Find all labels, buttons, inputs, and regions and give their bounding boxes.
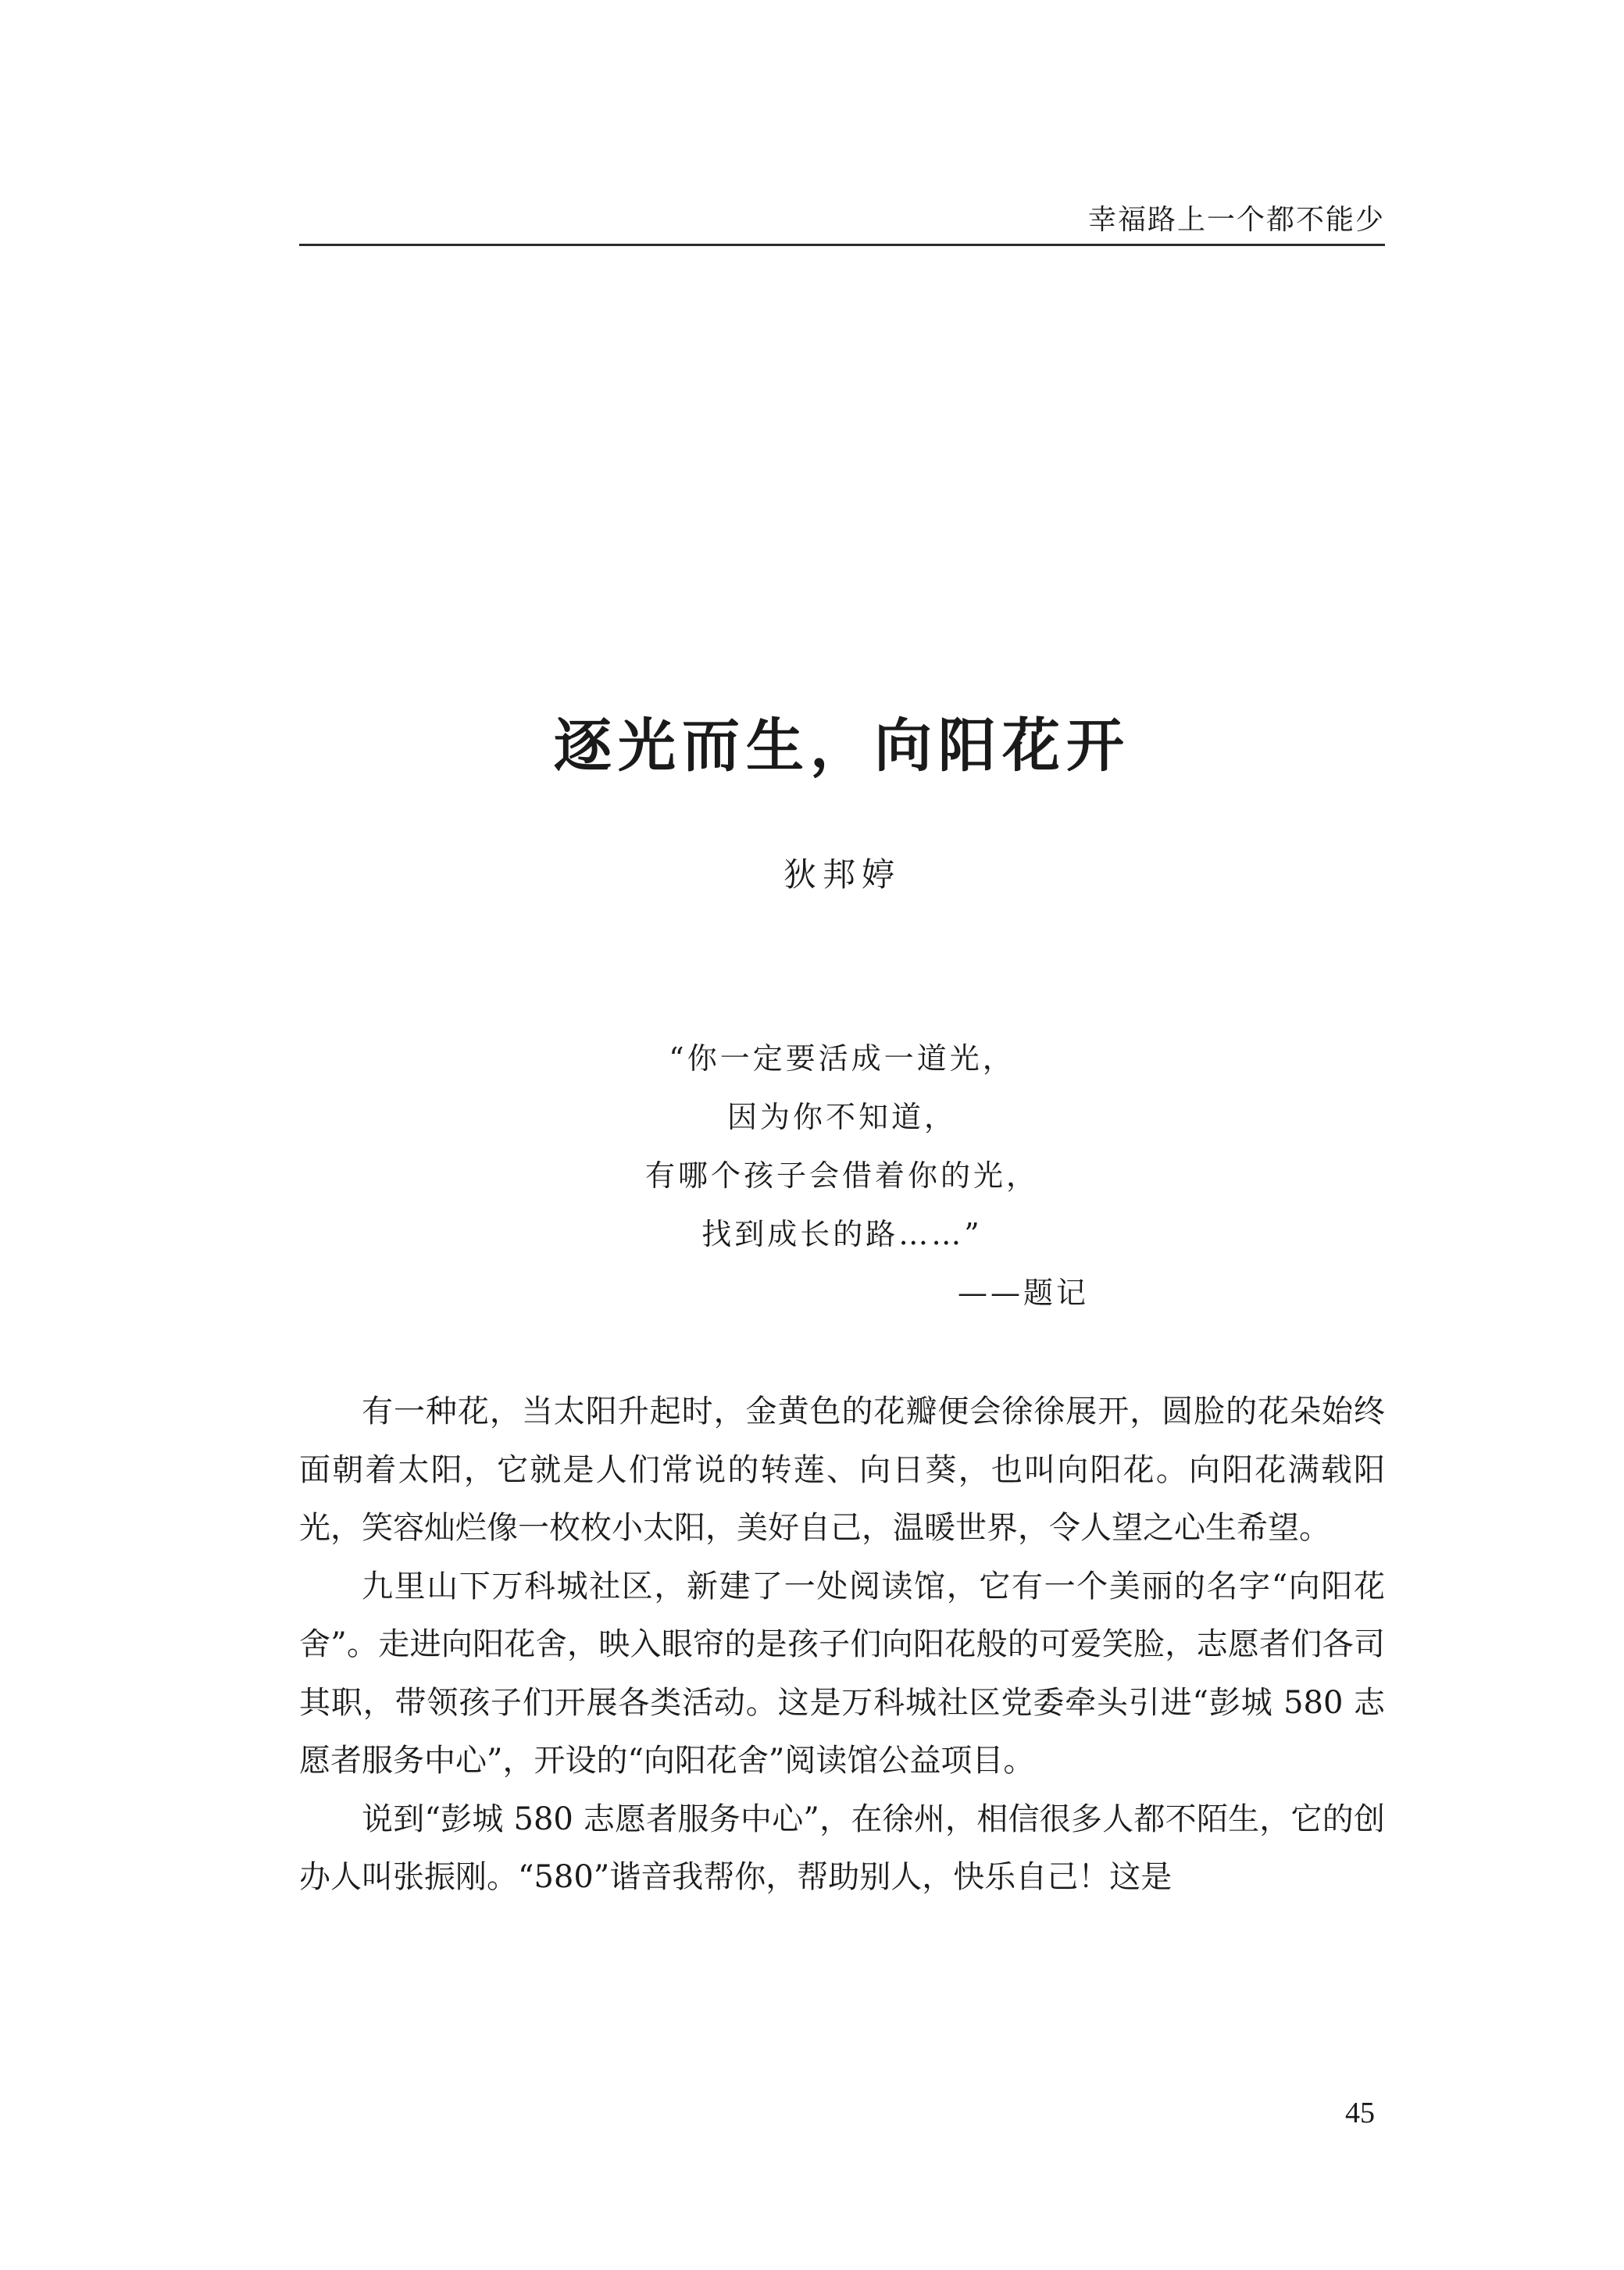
paragraph: 说到“彭城 580 志愿者服务中心”，在徐州，相信很多人都不陌生，它的创办人叫张振刚。“580”谐音我帮你，帮助别人，快乐自己！这是 [299, 1801, 1385, 1895]
epigraph-attribution: ——题记 [958, 1276, 1090, 1310]
author-name: 狄邦婷 [783, 855, 901, 894]
epigraph-line: 因为你不知道， [726, 1100, 957, 1134]
running-head: 幸福路上一个都不能少 [1087, 204, 1385, 236]
paragraph: 九里山下万科城社区，新建了一处阅读馆，它有一个美丽的名字“向阳花舍”。走进向阳花舍，映入眼帘的是孩子们向阳花般的可爱笑脸，志愿者们各司其职，带领孩子们开展各类活动。这是万科城社区党委牵头引进“彭城 580 志愿者服务中心”，开设的“向阳花舍”阅读馆公益项目。 [299, 1568, 1385, 1779]
header-rule [299, 244, 1385, 246]
epigraph-line: “你一定要活成一道光， [669, 1041, 1015, 1076]
epigraph-line: 有哪个孩子会借着你的光， [644, 1158, 1039, 1193]
body-text [299, 1383, 1385, 1907]
epigraph-line: 找到成长的路……” [701, 1217, 983, 1251]
paragraph: 有一种花，当太阳升起时，金黄色的花瓣便会徐徐展开，圆脸的花朵始终面朝着太阳，它就是人们常说的转莲、向日葵，也叫向阳花。向阳花满载阳光，笑容灿烂像一枚枚小太阳，美好自己，温暖世界，令人望之心生希望。 [299, 1394, 1385, 1546]
epigraph [299, 1030, 1385, 1322]
page-number: 45 [1345, 2097, 1375, 2129]
article-title: 逐光而生，向阳花开 [554, 712, 1130, 780]
